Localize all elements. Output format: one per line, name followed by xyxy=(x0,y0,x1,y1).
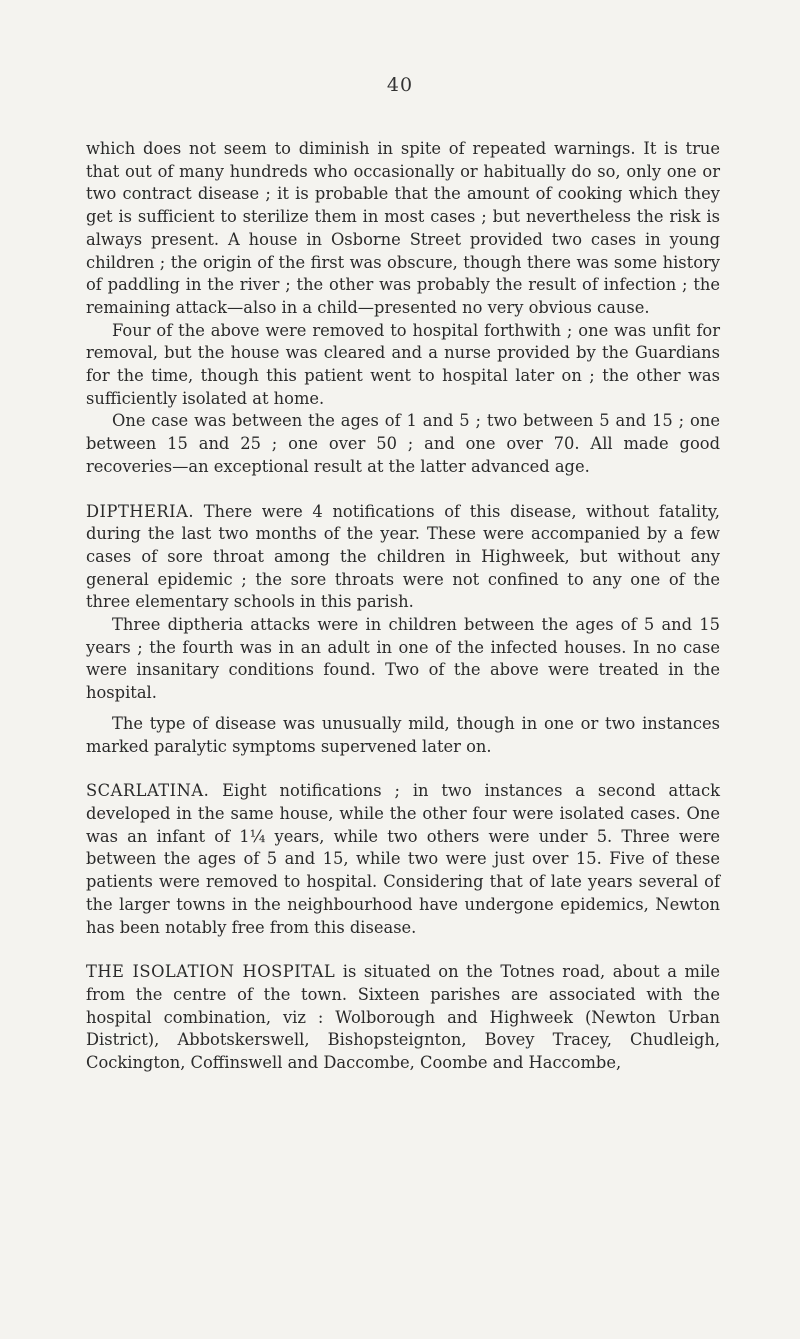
section-heading-diptheria: DIPTHERIA. xyxy=(86,501,195,521)
paragraph-isolation-hospital-text: is situated on the Totnes road, about a mile from the centre of the town. Sixteen parishes are associated with the hospital combination, viz : Wolborough and Highweek (Newton Urban District), Abbotskerswell, Bishopsteignton, Bovey Tracey, Chudleigh, Cockington, Coffinswell and Daccombe, Coombe and Haccombe, xyxy=(86,962,720,1073)
paragraph-diptheria-type: The type of disease was unusually mild, though in one or two instances marked paralytic symptoms supervened later on. xyxy=(86,713,720,756)
paragraph-isolation-hospital xyxy=(86,961,720,1075)
paragraph-diptheria-attacks: Three diptheria attacks were in children between the ages of 5 and 15 years ; the fourth was in an adult in one of the infected houses. In no case were insanitary conditions found. Two of the above were treated in the hospital. xyxy=(86,615,720,703)
paragraph-diptheria-text: There were 4 notifications of this disease, without fatality, during the last two months of the year. These were accompanied by a few cases of sore throat among the children in Highweek, but without any general epidemic ; the sore throats were not confined to any one of the three elementary schools in this parish. xyxy=(86,501,720,612)
body-text xyxy=(86,138,720,1075)
section-heading-isolation-hospital: THE ISOLATION HOSPITAL xyxy=(86,962,336,982)
paragraph-continuation: which does not seem to diminish in spite of repeated warnings. It is true that out of many hundreds who occasionally or habitually do so, only one or two contract disease ; it is probable that the amount of cooking which they get is sufficient to sterilize them in most cases ; but nevertheless the risk is always present. A house in Osborne Street provided two cases in young children ; the origin of the first was obscure, though there was some history of paddling in the river ; the other was probably the result of infection ; the remaining attack—also in a child—presented no very obvious cause. xyxy=(86,139,720,317)
section-heading-scarlatina: SCARLATINA. xyxy=(86,781,210,801)
page-number: 40 xyxy=(386,74,414,96)
paragraph-diptheria xyxy=(86,501,720,615)
paragraph-scarlatina xyxy=(86,780,720,939)
paragraph-scarlatina-text: Eight notifications ; in two instances a second attack developed in the same house, while the other four were isolated cases. One was an infant of 1¼ years, while two others were under 5. Three were between the ages of 5 and 15, while two were just over 15. Five of these patients were removed to hospital. Considering that of late years several of the larger towns in the neighbourhood have undergone epidemics, Newton has been notably free from this disease. xyxy=(86,781,720,937)
paragraph-ages: One case was between the ages of 1 and 5 ; two between 5 and 15 ; one between 15 and 25 ; one over 50 ; and one over 70. All made good recoveries—an exceptional result at the latter advanced age. xyxy=(86,411,720,476)
paragraph-removal: Four of the above were removed to hospital forthwith ; one was unfit for removal, but the house was cleared and a nurse provided by the Guardians for the time, though this patient went to hospital later on ; the other was sufficiently isolated at home. xyxy=(86,320,720,408)
